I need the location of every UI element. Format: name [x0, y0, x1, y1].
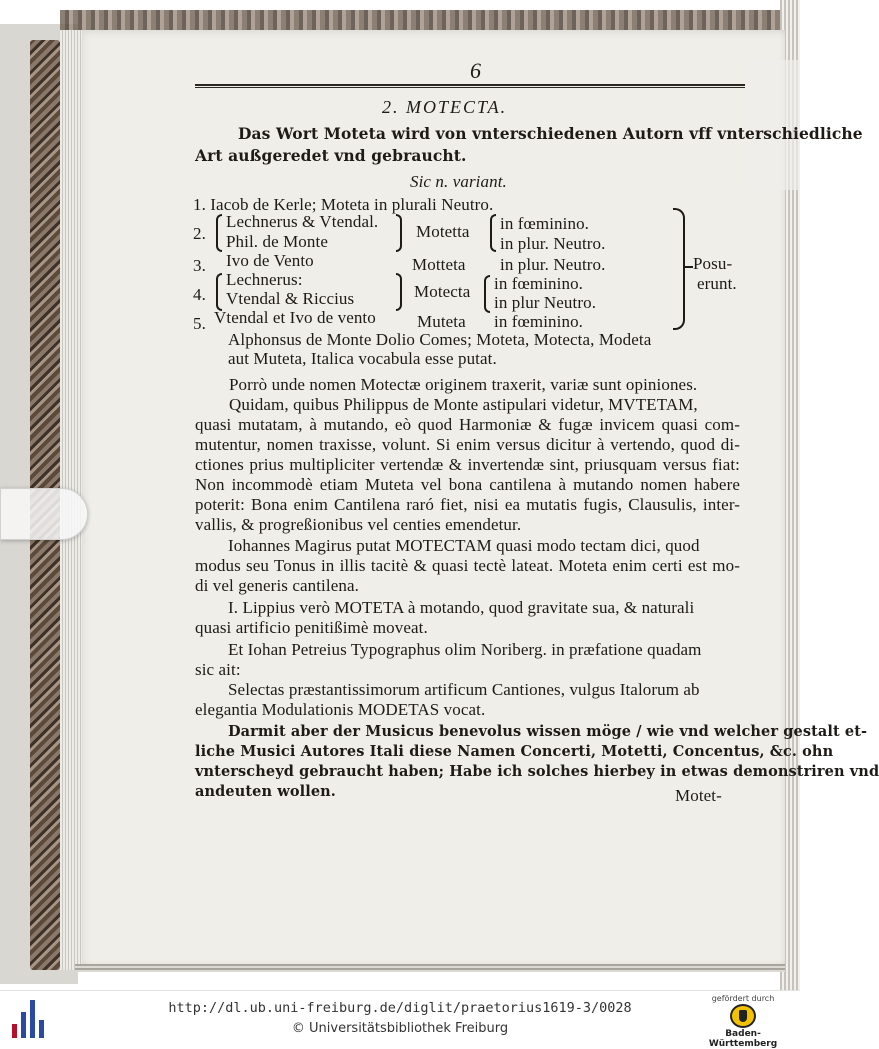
variant-row-4-names-b: Vtendal & Riccius [226, 289, 355, 308]
bracket-open [484, 275, 490, 313]
bracket-open [490, 214, 496, 252]
paragraph-4-line-2: sic ait: [195, 660, 241, 679]
paragraph-2-line-3: di vel generis cantilena. [195, 576, 359, 595]
quote-line-1: Selectas præstantissimorum artificum Cantiones, vulgus Italorum ab [228, 680, 700, 699]
paragraph-1-line-2: Quidam, quibus Philippus de Monte astipulari videtur, MVTETAM, [229, 395, 698, 414]
variant-row-5-names: Vtendal et Ivo de vento [214, 308, 376, 327]
catchword: Motet- [675, 786, 722, 805]
quote-line-2: elegantia Modulationis MODETAS vocat. [195, 700, 486, 719]
variant-row-2-names-a: Lechnerus & Vtendal. [226, 212, 379, 231]
variant-row-2-gender-a: in fœminino. [500, 214, 590, 233]
variant-row-2-names-b: Phil. de Monte [226, 232, 328, 251]
grouping-brace [673, 208, 685, 330]
variant-row-5-gender: in fœminino. [494, 312, 584, 331]
german-line-3: vnterscheyd gebraucht haben; Habe ich solches hierbey in etwas demonstriren vnd [195, 763, 879, 780]
sic-variant-line: Sic n. variant. [410, 172, 507, 191]
paragraph-1-line-4: mutentur, nomen traxisse, volunt. Si enim versus dicitur à vertendo, quod di- [195, 435, 740, 454]
posuerunt-label-a: Posu- [693, 254, 733, 273]
posuerunt-label-b: erunt. [697, 274, 737, 293]
paragraph-1-line-1: Porrò unde nomen Motectæ originem traxerit, variæ sunt opiniones. [229, 375, 698, 394]
paragraph-3-line-1: I. Lippius verò MOTETA à motando, quod gravitate sua, & naturali [228, 598, 695, 617]
paragraph-1-line-8: vallis, & progreßionibus vel centies emendetur. [195, 515, 522, 534]
paragraph-2-line-1: Iohannes Magirus putat MOTECTAM quasi modo tectam dici, quod [228, 536, 700, 555]
variant-row-1: 1. Iacob de Kerle; Moteta in plurali Neutro. [193, 195, 494, 214]
intro-line-2: Art außgeredet vnd gebraucht. [195, 146, 467, 165]
variant-row-2-number: 2. [193, 224, 206, 243]
variant-row-5-number: 5. [193, 314, 206, 333]
bracket-close [396, 273, 402, 311]
variant-row-5-word: Muteta [417, 312, 466, 331]
alphonsus-line-2: aut Muteta, Italica vocabula esse putat. [228, 349, 497, 368]
variant-row-2-word: Motetta [416, 222, 470, 241]
paragraph-1-line-5: ctiones prius multipliciter vertendæ & invertendæ sint, priusquam versus fiat: [195, 455, 740, 474]
variant-row-4-word: Motecta [414, 282, 471, 301]
variant-row-3-names: Ivo de Vento [226, 251, 314, 270]
variant-row-4-number: 4. [193, 285, 206, 304]
permalink-url[interactable]: http://dl.ub.uni-freiburg.de/diglit/praetorius1619-3/0028 [168, 1000, 632, 1016]
page-stack-bottom [75, 964, 785, 972]
sponsor-badge [696, 994, 790, 1049]
variant-row-3-word: Motteta [412, 255, 466, 274]
paragraph-2-line-2: modus seu Tonus in illis tacitè & quasi tectè lateat. Moteta enim certi est mo- [195, 556, 740, 575]
variant-row-4-gender-a: in fœminino. [494, 274, 584, 293]
footer-bar [0, 990, 800, 1049]
state-coat-of-arms-icon [730, 1004, 756, 1028]
paragraph-1-line-7: poterit: Bona enim Cantilena raró fiet, nisi ea mutatis fugis, Clausulis, inter- [195, 495, 740, 514]
german-line-4: andeuten wollen. [195, 783, 336, 800]
bracket-open [216, 214, 222, 252]
sponsor-label: gefördert durch [711, 994, 775, 1003]
sponsor-name: Baden-Württemberg [708, 1029, 778, 1049]
variant-row-4-gender-b: in plur Neutro. [494, 293, 597, 312]
side-panel-tab[interactable] [0, 488, 88, 540]
german-line-1: Darmit aber der Musicus benevolus wissen möge / wie vnd welcher gestalt et- [228, 723, 868, 740]
variant-row-4-names-a: Lechnerus: [226, 270, 303, 289]
variant-row-3-number: 3. [193, 256, 206, 275]
variant-row-3-gender: in plur. Neutro. [500, 255, 606, 274]
intro-line-1: Das Wort Moteta wird von vnterschiedenen Autorn vff vnterschiedliche [238, 124, 863, 143]
variant-row-2-gender-b: in plur. Neutro. [500, 234, 606, 253]
bracket-close [396, 214, 402, 252]
copyright-notice: © Universitätsbibliothek Freiburg [291, 1021, 509, 1036]
page-number: 6 [470, 58, 481, 83]
header-rule [195, 84, 745, 88]
alphonsus-line-1: Alphonsus de Monte Dolio Comes; Moteta, Motecta, Modeta [228, 330, 652, 349]
paragraph-1-line-6: Non incommodè etiam Muteta vel bona cantilena à mutando nomen habere [195, 475, 740, 494]
paragraph-4-line-1: Et Iohan Petreius Typographus olim Noriberg. in præfatione quadam [228, 640, 702, 659]
paragraph-3-line-2: quasi artificio penitißimè moveat. [195, 618, 428, 637]
german-line-2: liche Musici Autores Itali diese Namen Concerti, Motetti, Concentus, &c. ohn [195, 743, 834, 760]
section-heading: 2. MOTECTA. [382, 97, 508, 117]
paragraph-1-line-3: quasi mutatam, à mutando, eò quod Harmoniæ & fugæ invicem quasi com- [195, 415, 740, 434]
bracket-open [216, 273, 222, 311]
